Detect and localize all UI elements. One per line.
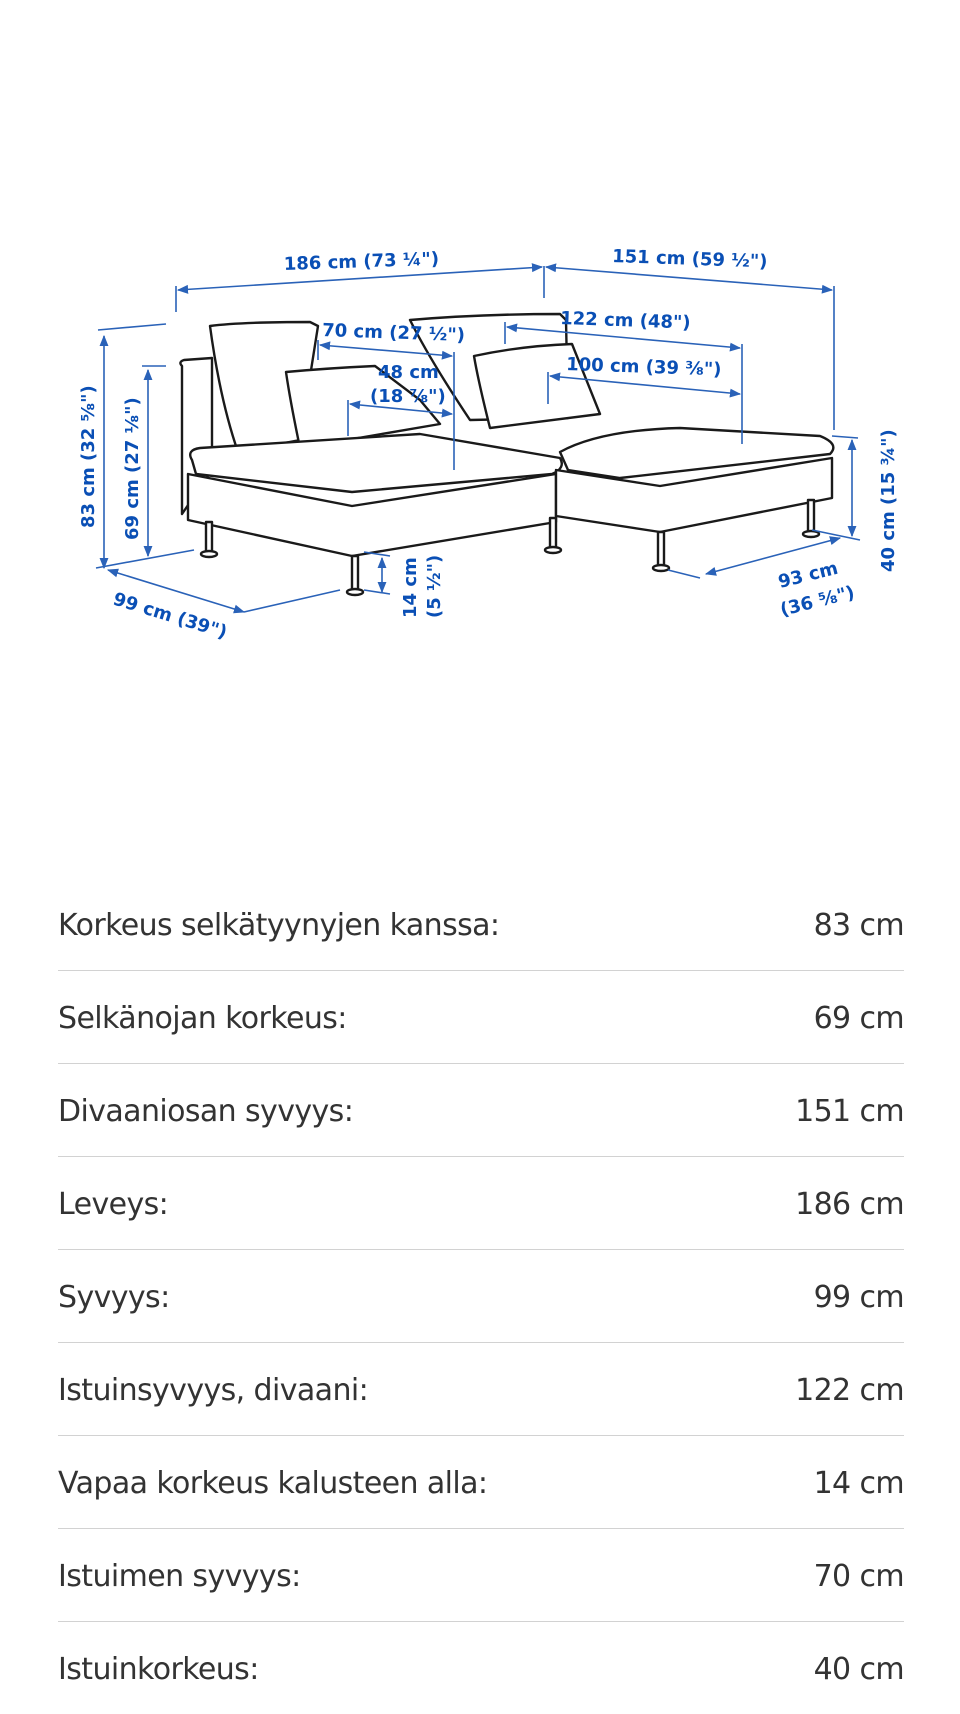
spec-value: 122 cm [795, 1373, 904, 1408]
spec-label: Leveys: [58, 1187, 169, 1222]
label-free-height-in: (5 ½") [424, 554, 445, 618]
dimension-diagram [0, 0, 960, 800]
label-backrest-height: 69 cm (27 ⅛") [122, 397, 143, 540]
label-height-with-cushions: 83 cm (32 ⅝") [78, 385, 99, 528]
spec-value: 99 cm [813, 1280, 904, 1315]
label-chaise-depth: 151 cm (59 ½") [611, 246, 768, 273]
label-chaise-width-in: (36 ⅝") [778, 582, 857, 621]
spec-label: Istuinkorkeus: [58, 1652, 259, 1687]
spec-label: Divaaniosan syvyys: [58, 1094, 354, 1129]
spec-value: 14 cm [813, 1466, 904, 1501]
spec-label: Istuinsyvyys, divaani: [58, 1373, 369, 1408]
spec-row [58, 1622, 904, 1714]
dimensions-table [58, 878, 904, 1714]
spec-value: 186 cm [795, 1187, 904, 1222]
spec-value: 70 cm [813, 1559, 904, 1594]
label-seat-depth: 70 cm (27 ½") [321, 320, 466, 346]
spec-value: 69 cm [813, 1001, 904, 1036]
spec-label: Korkeus selkätyynyjen kanssa: [58, 908, 500, 943]
label-free-height-cm: 14 cm [400, 557, 421, 618]
spec-value: 83 cm [813, 908, 904, 943]
spec-value: 40 cm [813, 1652, 904, 1687]
spec-value: 151 cm [795, 1094, 904, 1129]
spec-row [58, 1064, 904, 1157]
label-depth: 99 cm (39") [110, 588, 230, 644]
spec-label: Vapaa korkeus kalusteen alla: [58, 1466, 488, 1501]
spec-row [58, 1436, 904, 1529]
sofa-drawing [180, 314, 833, 595]
label-chaise-seat-depth: 122 cm (48") [559, 308, 691, 334]
spec-row [58, 878, 904, 971]
spec-label: Selkänojan korkeus: [58, 1001, 347, 1036]
label-seat-depth-inner: 48 cm [378, 362, 439, 383]
spec-label: Istuimen syvyys: [58, 1559, 301, 1594]
spec-row [58, 1157, 904, 1250]
spec-row [58, 1529, 904, 1622]
spec-row [58, 1250, 904, 1343]
label-chaise-width-cm: 93 cm [776, 557, 841, 593]
label-total-width: 186 cm (73 ¼") [283, 248, 440, 275]
spec-row [58, 1343, 904, 1436]
spec-row [58, 971, 904, 1064]
sofa-illustration [0, 0, 960, 800]
label-seat-height: 40 cm (15 ¾") [878, 429, 899, 572]
label-seat-depth-inner-in: (18 ⅞") [370, 386, 446, 407]
label-chaise-seat-depth-inner: 100 cm (39 ⅜") [565, 354, 722, 381]
spec-label: Syvyys: [58, 1280, 170, 1315]
